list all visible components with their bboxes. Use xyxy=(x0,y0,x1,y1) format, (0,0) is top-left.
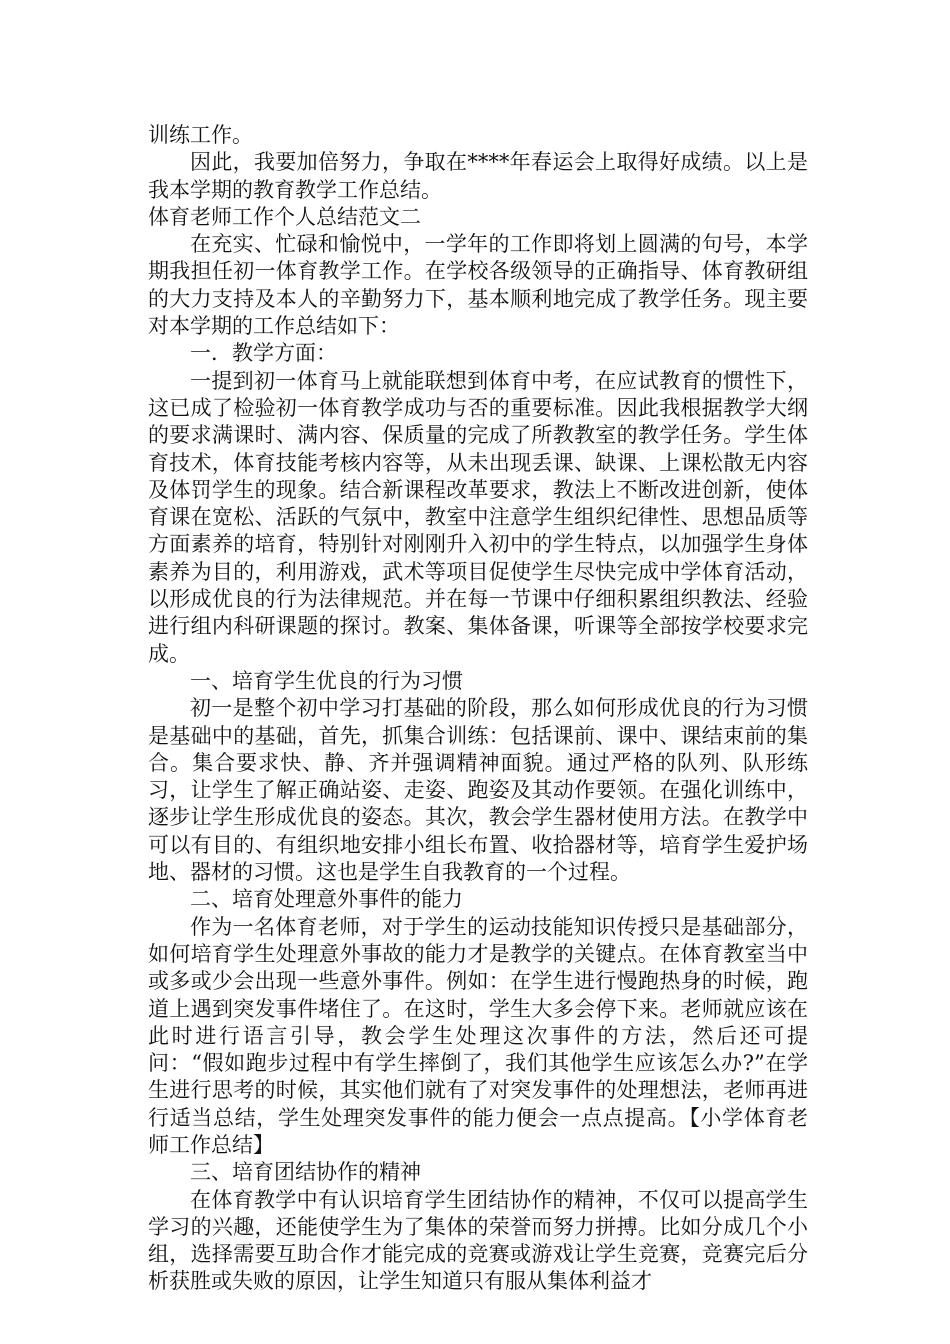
paragraph-emergencies: 作为一名体育老师，对于学生的运动技能知识传授只是基础部分，如何培育学生处理意外事故的能力才是教学的关键点。在体育教室当中或多或少会出现一些意外事件。例如：在学生进行慢跑热身的时候，跑道上遇到突发事件堵住了。在这时，学生大多会停下来。老师就应该在此时进行语言引导，教会学生处理这次事件的方法，然后还可提问：“假如跑步过程中有学生摔倒了，我们其他学生应该怎么办?”在学生进行思考的时候，其实他们就有了对突发事件的处理想法，老师再进行适当总结，学生处理突发事件的能力便会一点点提高。【小学体育老师工作总结】 xyxy=(148,914,808,1157)
paragraph-teamwork: 在体育教学中有认识培育学生团结协作的精神，不仅可以提高学生学习的兴趣，还能使学生为了集体的荣誉而努力拼搏。比如分成几个小组，选择需要互助合作才能完成的竞赛或游戏让学生竞赛，竞赛完后分析获胜或失败的原因，让学生知道只有服从集体利益才 xyxy=(148,1187,808,1294)
heading-habits: 一、培育学生优良的行为习惯 xyxy=(190,668,463,693)
heading-teaching: 一．教学方面： xyxy=(190,341,337,366)
heading-teamwork: 三、培育团结协作的精神 xyxy=(190,1160,421,1185)
paragraph-teaching: 一提到初一体育马上就能联想到体育中考，在应试教育的惯性下，这已成了检验初一体育教学成功与否的重要标准。因此我根据教学大纲的要求满课时、满内容、保质量的完成了所教教室的教学任务。学生体育技术，体育技能考核内容等，从未出现丢课、缺课、上课松散无内容及体罚学生的现象。结合新课程改革要求，教法上不断改进创新，使体育课在宽松、活跃的气氛中，教室中注意学生组织纪律性、思想品质等方面素养的培育，特别针对刚刚升入初中的学生特点，以加强学生身体素养为目的，利用游戏，武术等项目促使学生尽快完成中学体育活动，以形成优良的行为法律规范。并在每一节课中仔细积累组织教法、经验进行组内科研课题的探讨。教案、集体备课，听课等全部按学校要求完成。 xyxy=(148,368,808,666)
paragraph-intro: 在充实、忙碌和愉悦中，一学年的工作即将划上圆满的句号，本学期我担任初一体育教学工作。在学校各级领导的正确指导、体育教研组的大力支持及本人的辛勤努力下，基本顺利地完成了教学任务。现主要对本学期的工作总结如下： xyxy=(148,232,808,339)
section-title: 体育老师工作个人总结范文二 xyxy=(148,204,421,229)
paragraph-habits: 初一是整个初中学习打基础的阶段，那么如何形成优良的行为习惯是基础中的基础，首先，抓集合训练：包括课前、课中、课结束前的集合。集合要求快、静、齐并强调精神面貌。通过严格的队列、队形练习，让学生了解正确站姿、走姿、跑姿及其动作要领。在强化训练中，逐步让学生形成优良的姿态。其次，教会学生器材使用方法。在教学中可以有目的、有组织地安排小组长布置、收拾器材等，培育学生爱护场地、器材的习惯。这也是学生自我教育的一个过程。 xyxy=(148,696,808,885)
document-body xyxy=(148,122,808,1296)
heading-emergencies: 二、培育处理意外事件的能力 xyxy=(190,887,463,912)
paragraph-continuation: 训练工作。 xyxy=(148,123,253,147)
paragraph-conclusion: 因此，我要加倍努力，争取在****年春运会上取得好成绩。以上是我本学期的教育教学工作总结。 xyxy=(148,150,808,202)
